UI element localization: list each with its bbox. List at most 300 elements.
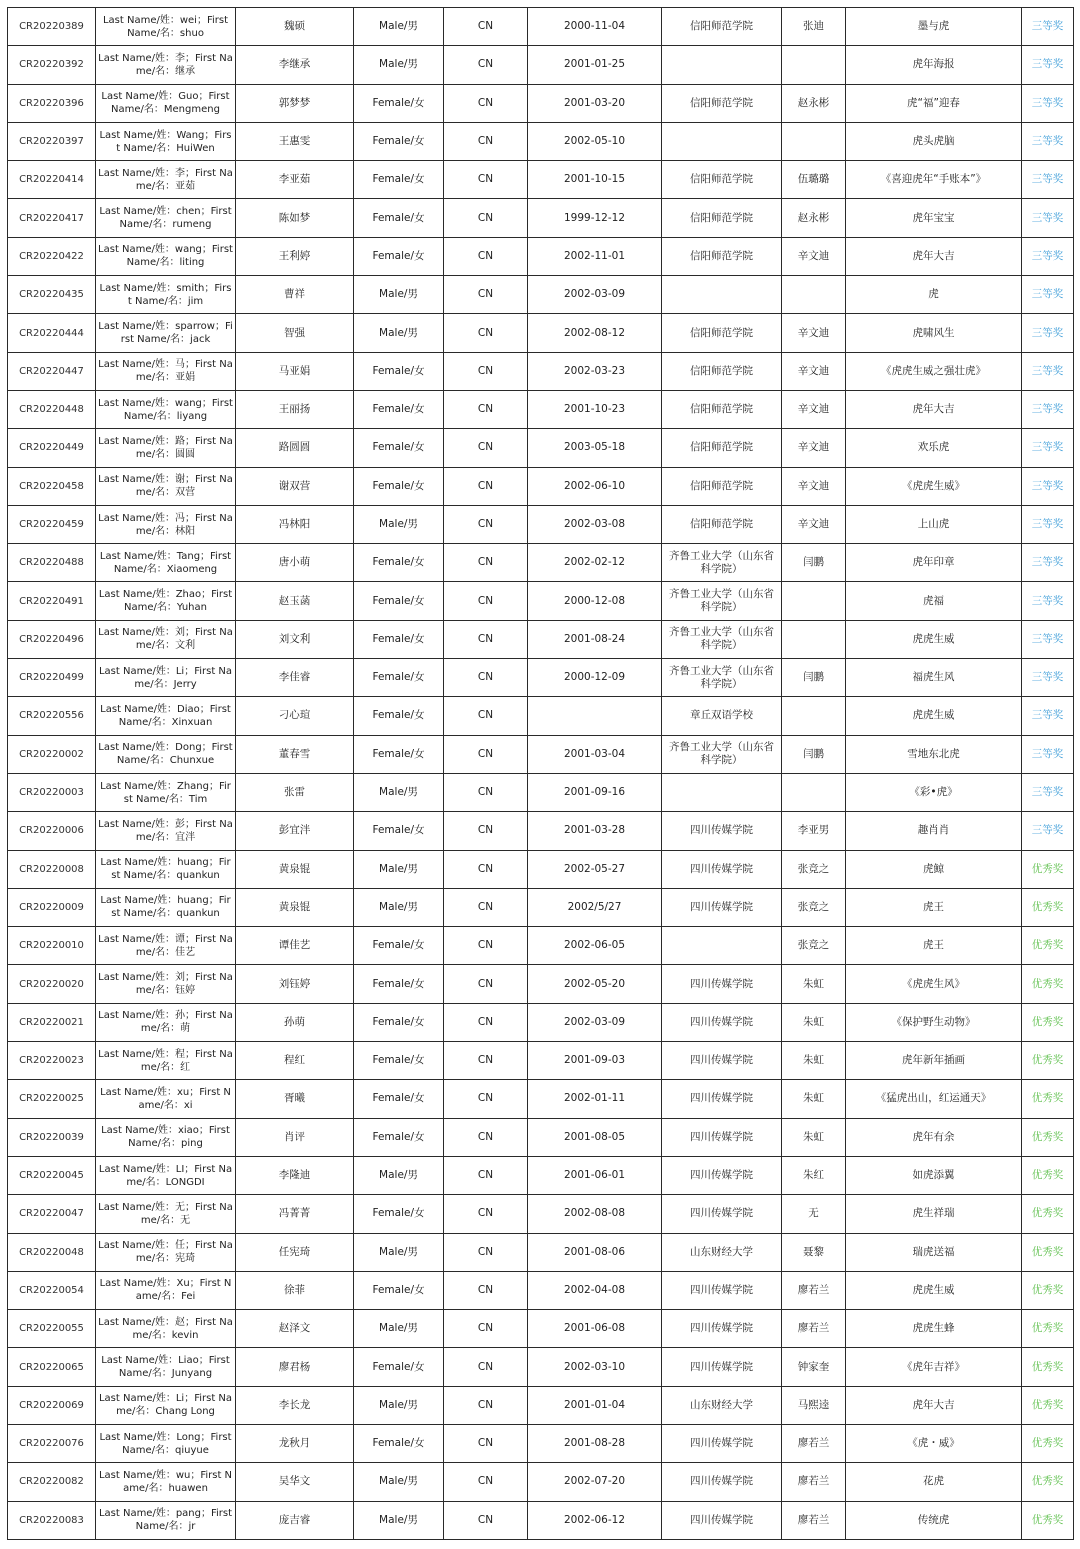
work-title-cell: 虎虎生威 bbox=[846, 1271, 1022, 1309]
country-cell: CN bbox=[444, 582, 528, 620]
school-cell: 齐鲁工业大学（山东省科学院） bbox=[662, 659, 782, 697]
english-name-cell: Last Name/姓：赵；First Name/名：kevin bbox=[96, 1310, 236, 1348]
chinese-name-cell: 马亚娟 bbox=[236, 352, 354, 390]
country-cell: CN bbox=[444, 1003, 528, 1041]
table-row bbox=[8, 1195, 1074, 1233]
english-name-cell: Last Name/姓：xiao；First Name/名：ping bbox=[96, 1118, 236, 1156]
award-cell: 三等奖 bbox=[1022, 199, 1074, 237]
country-cell: CN bbox=[444, 390, 528, 428]
chinese-name-cell: 李佳睿 bbox=[236, 659, 354, 697]
table-row bbox=[8, 1233, 1074, 1271]
chinese-name-cell: 彭宜泮 bbox=[236, 812, 354, 850]
entry-id-cell: CR20220008 bbox=[8, 850, 96, 888]
gender-cell: Female/女 bbox=[354, 735, 444, 773]
gender-cell: Female/女 bbox=[354, 812, 444, 850]
country-cell: CN bbox=[444, 620, 528, 658]
english-name-cell: Last Name/姓：孙；First Name/名：萌 bbox=[96, 1003, 236, 1041]
school-cell: 四川传媒学院 bbox=[662, 1424, 782, 1462]
school-cell: 信阳师范学院 bbox=[662, 161, 782, 199]
english-name-cell: Last Name/姓：Guo；First Name/名：Mengmeng bbox=[96, 84, 236, 122]
gender-cell: Male/男 bbox=[354, 8, 444, 46]
work-title-cell: 趣肖肖 bbox=[846, 812, 1022, 850]
work-title-cell: 瑞虎送福 bbox=[846, 1233, 1022, 1271]
chinese-name-cell: 龙秋月 bbox=[236, 1424, 354, 1462]
country-cell: CN bbox=[444, 1463, 528, 1501]
table-row bbox=[8, 467, 1074, 505]
country-cell: CN bbox=[444, 1080, 528, 1118]
teacher-cell bbox=[782, 582, 846, 620]
english-name-cell: Last Name/姓：李；First Name/名：亚茹 bbox=[96, 161, 236, 199]
work-title-cell: 上山虎 bbox=[846, 505, 1022, 543]
english-name-cell: Last Name/姓：chen；First Name/名：rumeng bbox=[96, 199, 236, 237]
work-title-cell: 虎鲸 bbox=[846, 850, 1022, 888]
birth-date-cell bbox=[528, 697, 662, 735]
work-title-cell: 虎头虎脑 bbox=[846, 122, 1022, 160]
teacher-cell: 闫鹏 bbox=[782, 659, 846, 697]
school-cell: 四川传媒学院 bbox=[662, 965, 782, 1003]
school-cell: 四川传媒学院 bbox=[662, 1003, 782, 1041]
birth-date-cell: 2001-06-01 bbox=[528, 1156, 662, 1194]
work-title-cell: 《猛虎出山，红运通天》 bbox=[846, 1080, 1022, 1118]
school-cell bbox=[662, 122, 782, 160]
gender-cell: Female/女 bbox=[354, 582, 444, 620]
school-cell: 四川传媒学院 bbox=[662, 850, 782, 888]
chinese-name-cell: 吴华文 bbox=[236, 1463, 354, 1501]
table-row bbox=[8, 544, 1074, 582]
teacher-cell: 聂黎 bbox=[782, 1233, 846, 1271]
birth-date-cell: 2001-10-23 bbox=[528, 390, 662, 428]
table-row bbox=[8, 620, 1074, 658]
work-title-cell: 虎年大吉 bbox=[846, 390, 1022, 428]
english-name-cell: Last Name/姓：Wang；First Name/名：HuiWen bbox=[96, 122, 236, 160]
work-title-cell: 虎年大吉 bbox=[846, 237, 1022, 275]
english-name-cell: Last Name/姓：wu；First Name/名：huawen bbox=[96, 1463, 236, 1501]
chinese-name-cell: 徐菲 bbox=[236, 1271, 354, 1309]
award-cell: 三等奖 bbox=[1022, 429, 1074, 467]
school-cell: 四川传媒学院 bbox=[662, 888, 782, 926]
table-row bbox=[8, 927, 1074, 965]
table-row bbox=[8, 46, 1074, 84]
teacher-cell: 伍璐璐 bbox=[782, 161, 846, 199]
award-cell: 优秀奖 bbox=[1022, 1386, 1074, 1424]
table-row bbox=[8, 390, 1074, 428]
table-row bbox=[8, 1042, 1074, 1080]
english-name-cell: Last Name/姓：wang；First Name/名：liting bbox=[96, 237, 236, 275]
award-results-table bbox=[7, 7, 1074, 1540]
entry-id-cell: CR20220021 bbox=[8, 1003, 96, 1041]
school-cell: 四川传媒学院 bbox=[662, 1501, 782, 1539]
gender-cell: Female/女 bbox=[354, 84, 444, 122]
english-name-cell: Last Name/姓：Zhao；First Name/名：Yuhan bbox=[96, 582, 236, 620]
english-name-cell: Last Name/姓：wei；First Name/名：shuo bbox=[96, 8, 236, 46]
chinese-name-cell: 刁心瑄 bbox=[236, 697, 354, 735]
english-name-cell: Last Name/姓：路；First Name/名：圆圆 bbox=[96, 429, 236, 467]
teacher-cell: 朱虹 bbox=[782, 1042, 846, 1080]
school-cell: 章丘双语学校 bbox=[662, 697, 782, 735]
award-cell: 三等奖 bbox=[1022, 773, 1074, 811]
award-cell: 优秀奖 bbox=[1022, 1003, 1074, 1041]
work-title-cell: 虎年印章 bbox=[846, 544, 1022, 582]
award-cell: 优秀奖 bbox=[1022, 1156, 1074, 1194]
english-name-cell: Last Name/姓：无；First Name/名：无 bbox=[96, 1195, 236, 1233]
award-cell: 优秀奖 bbox=[1022, 1118, 1074, 1156]
birth-date-cell: 2001-09-16 bbox=[528, 773, 662, 811]
chinese-name-cell: 王丽扬 bbox=[236, 390, 354, 428]
award-cell: 三等奖 bbox=[1022, 467, 1074, 505]
gender-cell: Female/女 bbox=[354, 697, 444, 735]
chinese-name-cell: 路圆圆 bbox=[236, 429, 354, 467]
entry-id-cell: CR20220002 bbox=[8, 735, 96, 773]
birth-date-cell: 2002-08-12 bbox=[528, 314, 662, 352]
chinese-name-cell: 冯林阳 bbox=[236, 505, 354, 543]
entry-id-cell: CR20220065 bbox=[8, 1348, 96, 1386]
work-title-cell: 《彩•虎》 bbox=[846, 773, 1022, 811]
award-cell: 三等奖 bbox=[1022, 122, 1074, 160]
chinese-name-cell: 刘文利 bbox=[236, 620, 354, 658]
chinese-name-cell: 李隆迪 bbox=[236, 1156, 354, 1194]
award-cell: 三等奖 bbox=[1022, 161, 1074, 199]
entry-id-cell: CR20220047 bbox=[8, 1195, 96, 1233]
school-cell: 信阳师范学院 bbox=[662, 505, 782, 543]
table-row bbox=[8, 735, 1074, 773]
table-row bbox=[8, 1348, 1074, 1386]
country-cell: CN bbox=[444, 122, 528, 160]
gender-cell: Female/女 bbox=[354, 467, 444, 505]
birth-date-cell: 2002-03-10 bbox=[528, 1348, 662, 1386]
work-title-cell: 《虎・威》 bbox=[846, 1424, 1022, 1462]
teacher-cell: 张迪 bbox=[782, 8, 846, 46]
gender-cell: Male/男 bbox=[354, 850, 444, 888]
teacher-cell: 闫鹏 bbox=[782, 735, 846, 773]
work-title-cell: 虎王 bbox=[846, 888, 1022, 926]
english-name-cell: Last Name/姓：Li；First Name/名：Chang Long bbox=[96, 1386, 236, 1424]
award-cell: 三等奖 bbox=[1022, 582, 1074, 620]
birth-date-cell: 2002-07-20 bbox=[528, 1463, 662, 1501]
english-name-cell: Last Name/姓：谢；First Name/名：双营 bbox=[96, 467, 236, 505]
work-title-cell: 花虎 bbox=[846, 1463, 1022, 1501]
entry-id-cell: CR20220009 bbox=[8, 888, 96, 926]
award-cell: 优秀奖 bbox=[1022, 1080, 1074, 1118]
table-row bbox=[8, 314, 1074, 352]
gender-cell: Female/女 bbox=[354, 544, 444, 582]
school-cell bbox=[662, 276, 782, 314]
teacher-cell: 无 bbox=[782, 1195, 846, 1233]
english-name-cell: Last Name/姓：Dong；First Name/名：Chunxue bbox=[96, 735, 236, 773]
chinese-name-cell: 黄泉锟 bbox=[236, 850, 354, 888]
table-row bbox=[8, 84, 1074, 122]
gender-cell: Male/男 bbox=[354, 1463, 444, 1501]
chinese-name-cell: 陈如梦 bbox=[236, 199, 354, 237]
results-sheet bbox=[7, 7, 1074, 1540]
table-row bbox=[8, 1386, 1074, 1424]
chinese-name-cell: 孙萌 bbox=[236, 1003, 354, 1041]
country-cell: CN bbox=[444, 237, 528, 275]
table-row bbox=[8, 161, 1074, 199]
gender-cell: Female/女 bbox=[354, 237, 444, 275]
work-title-cell: 虎福 bbox=[846, 582, 1022, 620]
entry-id-cell: CR20220069 bbox=[8, 1386, 96, 1424]
work-title-cell: 墨与虎 bbox=[846, 8, 1022, 46]
country-cell: CN bbox=[444, 1118, 528, 1156]
table-row bbox=[8, 812, 1074, 850]
country-cell: CN bbox=[444, 84, 528, 122]
entry-id-cell: CR20220025 bbox=[8, 1080, 96, 1118]
entry-id-cell: CR20220448 bbox=[8, 390, 96, 428]
table-row bbox=[8, 237, 1074, 275]
teacher-cell bbox=[782, 276, 846, 314]
award-cell: 三等奖 bbox=[1022, 697, 1074, 735]
school-cell: 四川传媒学院 bbox=[662, 1156, 782, 1194]
country-cell: CN bbox=[444, 352, 528, 390]
school-cell: 山东财经大学 bbox=[662, 1233, 782, 1271]
entry-id-cell: CR20220006 bbox=[8, 812, 96, 850]
country-cell: CN bbox=[444, 773, 528, 811]
school-cell: 四川传媒学院 bbox=[662, 812, 782, 850]
table-row bbox=[8, 352, 1074, 390]
work-title-cell: 虎年海报 bbox=[846, 46, 1022, 84]
country-cell: CN bbox=[444, 429, 528, 467]
work-title-cell: 如虎添翼 bbox=[846, 1156, 1022, 1194]
gender-cell: Male/男 bbox=[354, 1501, 444, 1539]
entry-id-cell: CR20220447 bbox=[8, 352, 96, 390]
birth-date-cell: 2002-05-10 bbox=[528, 122, 662, 160]
work-title-cell: 《虎年吉祥》 bbox=[846, 1348, 1022, 1386]
entry-id-cell: CR20220055 bbox=[8, 1310, 96, 1348]
birth-date-cell: 2000-12-08 bbox=[528, 582, 662, 620]
chinese-name-cell: 魏硕 bbox=[236, 8, 354, 46]
chinese-name-cell: 庞吉睿 bbox=[236, 1501, 354, 1539]
gender-cell: Male/男 bbox=[354, 276, 444, 314]
teacher-cell: 朱红 bbox=[782, 1156, 846, 1194]
entry-id-cell: CR20220020 bbox=[8, 965, 96, 1003]
school-cell bbox=[662, 773, 782, 811]
entry-id-cell: CR20220496 bbox=[8, 620, 96, 658]
table-row bbox=[8, 8, 1074, 46]
teacher-cell: 廖若兰 bbox=[782, 1271, 846, 1309]
teacher-cell: 廖若兰 bbox=[782, 1501, 846, 1539]
table-row bbox=[8, 505, 1074, 543]
school-cell: 信阳师范学院 bbox=[662, 429, 782, 467]
work-title-cell: 虎年宝宝 bbox=[846, 199, 1022, 237]
entry-id-cell: CR20220397 bbox=[8, 122, 96, 160]
gender-cell: Female/女 bbox=[354, 161, 444, 199]
work-title-cell: 虎啸风生 bbox=[846, 314, 1022, 352]
teacher-cell: 朱虹 bbox=[782, 1118, 846, 1156]
teacher-cell: 闫鹏 bbox=[782, 544, 846, 582]
award-cell: 优秀奖 bbox=[1022, 888, 1074, 926]
country-cell: CN bbox=[444, 735, 528, 773]
school-cell: 四川传媒学院 bbox=[662, 1118, 782, 1156]
teacher-cell bbox=[782, 620, 846, 658]
entry-id-cell: CR20220414 bbox=[8, 161, 96, 199]
teacher-cell: 张竞之 bbox=[782, 888, 846, 926]
table-row bbox=[8, 850, 1074, 888]
award-cell: 优秀奖 bbox=[1022, 1042, 1074, 1080]
teacher-cell: 朱虹 bbox=[782, 1003, 846, 1041]
table-row bbox=[8, 429, 1074, 467]
gender-cell: Female/女 bbox=[354, 122, 444, 160]
english-name-cell: Last Name/姓：Liao；First Name/名：Junyang bbox=[96, 1348, 236, 1386]
table-row bbox=[8, 1080, 1074, 1118]
teacher-cell: 赵永彬 bbox=[782, 199, 846, 237]
award-cell: 优秀奖 bbox=[1022, 1424, 1074, 1462]
english-name-cell: Last Name/姓：huang；First Name/名：quankun bbox=[96, 888, 236, 926]
award-cell: 三等奖 bbox=[1022, 237, 1074, 275]
country-cell: CN bbox=[444, 659, 528, 697]
teacher-cell bbox=[782, 697, 846, 735]
entry-id-cell: CR20220444 bbox=[8, 314, 96, 352]
school-cell: 齐鲁工业大学（山东省科学院） bbox=[662, 620, 782, 658]
award-cell: 三等奖 bbox=[1022, 314, 1074, 352]
table-row bbox=[8, 697, 1074, 735]
country-cell: CN bbox=[444, 965, 528, 1003]
chinese-name-cell: 谢双营 bbox=[236, 467, 354, 505]
country-cell: CN bbox=[444, 812, 528, 850]
school-cell: 信阳师范学院 bbox=[662, 237, 782, 275]
award-cell: 三等奖 bbox=[1022, 8, 1074, 46]
chinese-name-cell: 程红 bbox=[236, 1042, 354, 1080]
work-title-cell: 虎虎生蜂 bbox=[846, 1310, 1022, 1348]
work-title-cell: 虎年有余 bbox=[846, 1118, 1022, 1156]
birth-date-cell: 2001-09-03 bbox=[528, 1042, 662, 1080]
award-cell: 三等奖 bbox=[1022, 390, 1074, 428]
english-name-cell: Last Name/姓：彭；First Name/名：宜泮 bbox=[96, 812, 236, 850]
english-name-cell: Last Name/姓：huang；First Name/名：quankun bbox=[96, 850, 236, 888]
entry-id-cell: CR20220392 bbox=[8, 46, 96, 84]
country-cell: CN bbox=[444, 1195, 528, 1233]
birth-date-cell: 2001-08-06 bbox=[528, 1233, 662, 1271]
work-title-cell: 虎年大吉 bbox=[846, 1386, 1022, 1424]
country-cell: CN bbox=[444, 1501, 528, 1539]
teacher-cell: 马熙逵 bbox=[782, 1386, 846, 1424]
chinese-name-cell: 李长龙 bbox=[236, 1386, 354, 1424]
country-cell: CN bbox=[444, 544, 528, 582]
country-cell: CN bbox=[444, 161, 528, 199]
school-cell: 信阳师范学院 bbox=[662, 8, 782, 46]
school-cell: 信阳师范学院 bbox=[662, 199, 782, 237]
birth-date-cell: 2002-01-11 bbox=[528, 1080, 662, 1118]
gender-cell: Female/女 bbox=[354, 965, 444, 1003]
entry-id-cell: CR20220389 bbox=[8, 8, 96, 46]
school-cell: 信阳师范学院 bbox=[662, 352, 782, 390]
teacher-cell: 辛文迪 bbox=[782, 314, 846, 352]
country-cell: CN bbox=[444, 1156, 528, 1194]
gender-cell: Female/女 bbox=[354, 1042, 444, 1080]
award-cell: 三等奖 bbox=[1022, 812, 1074, 850]
award-cell: 三等奖 bbox=[1022, 505, 1074, 543]
country-cell: CN bbox=[444, 927, 528, 965]
english-name-cell: Last Name/姓：sparrow；First Name/名：jack bbox=[96, 314, 236, 352]
english-name-cell: Last Name/姓：任；First Name/名：宪琦 bbox=[96, 1233, 236, 1271]
work-title-cell: 虎“福”迎春 bbox=[846, 84, 1022, 122]
award-cell: 优秀奖 bbox=[1022, 1271, 1074, 1309]
gender-cell: Female/女 bbox=[354, 659, 444, 697]
english-name-cell: Last Name/姓：xu；First Name/名：xi bbox=[96, 1080, 236, 1118]
teacher-cell: 张竞之 bbox=[782, 927, 846, 965]
table-row bbox=[8, 1271, 1074, 1309]
chinese-name-cell: 赵玉菡 bbox=[236, 582, 354, 620]
teacher-cell: 廖若兰 bbox=[782, 1424, 846, 1462]
school-cell: 四川传媒学院 bbox=[662, 1463, 782, 1501]
gender-cell: Female/女 bbox=[354, 1271, 444, 1309]
entry-id-cell: CR20220039 bbox=[8, 1118, 96, 1156]
gender-cell: Female/女 bbox=[354, 1195, 444, 1233]
chinese-name-cell: 李亚茹 bbox=[236, 161, 354, 199]
gender-cell: Male/男 bbox=[354, 314, 444, 352]
birth-date-cell: 2002-06-05 bbox=[528, 927, 662, 965]
english-name-cell: Last Name/姓：Zhang；First Name/名：Tim bbox=[96, 773, 236, 811]
school-cell: 信阳师范学院 bbox=[662, 467, 782, 505]
english-name-cell: Last Name/姓：冯；First Name/名：林阳 bbox=[96, 505, 236, 543]
table-row bbox=[8, 773, 1074, 811]
birth-date-cell: 2001-01-25 bbox=[528, 46, 662, 84]
chinese-name-cell: 胥曦 bbox=[236, 1080, 354, 1118]
teacher-cell: 钟家奎 bbox=[782, 1348, 846, 1386]
entry-id-cell: CR20220488 bbox=[8, 544, 96, 582]
english-name-cell: Last Name/姓：李；First Name/名：继承 bbox=[96, 46, 236, 84]
table-row bbox=[8, 1424, 1074, 1462]
chinese-name-cell: 赵泽文 bbox=[236, 1310, 354, 1348]
award-cell: 优秀奖 bbox=[1022, 1195, 1074, 1233]
school-cell: 信阳师范学院 bbox=[662, 84, 782, 122]
table-row bbox=[8, 199, 1074, 237]
gender-cell: Male/男 bbox=[354, 1310, 444, 1348]
entry-id-cell: CR20220422 bbox=[8, 237, 96, 275]
work-title-cell: 《保护野生动物》 bbox=[846, 1003, 1022, 1041]
award-cell: 优秀奖 bbox=[1022, 927, 1074, 965]
country-cell: CN bbox=[444, 888, 528, 926]
school-cell: 四川传媒学院 bbox=[662, 1195, 782, 1233]
school-cell: 四川传媒学院 bbox=[662, 1271, 782, 1309]
chinese-name-cell: 肖评 bbox=[236, 1118, 354, 1156]
teacher-cell: 廖若兰 bbox=[782, 1463, 846, 1501]
teacher-cell bbox=[782, 773, 846, 811]
school-cell: 信阳师范学院 bbox=[662, 390, 782, 428]
gender-cell: Male/男 bbox=[354, 1233, 444, 1271]
award-cell: 三等奖 bbox=[1022, 46, 1074, 84]
country-cell: CN bbox=[444, 850, 528, 888]
birth-date-cell: 2002-08-08 bbox=[528, 1195, 662, 1233]
award-cell: 三等奖 bbox=[1022, 620, 1074, 658]
gender-cell: Male/男 bbox=[354, 773, 444, 811]
work-title-cell: 欢乐虎 bbox=[846, 429, 1022, 467]
gender-cell: Male/男 bbox=[354, 46, 444, 84]
teacher-cell: 张竞之 bbox=[782, 850, 846, 888]
entry-id-cell: CR20220449 bbox=[8, 429, 96, 467]
work-title-cell: 虎王 bbox=[846, 927, 1022, 965]
award-cell: 三等奖 bbox=[1022, 544, 1074, 582]
english-name-cell: Last Name/姓：程；First Name/名：红 bbox=[96, 1042, 236, 1080]
entry-id-cell: CR20220499 bbox=[8, 659, 96, 697]
chinese-name-cell: 智强 bbox=[236, 314, 354, 352]
teacher-cell: 辛文迪 bbox=[782, 237, 846, 275]
english-name-cell: Last Name/姓：马；First Name/名：亚娟 bbox=[96, 352, 236, 390]
country-cell: CN bbox=[444, 46, 528, 84]
work-title-cell: 传统虎 bbox=[846, 1501, 1022, 1539]
entry-id-cell: CR20220054 bbox=[8, 1271, 96, 1309]
gender-cell: Male/男 bbox=[354, 1156, 444, 1194]
chinese-name-cell: 黄泉锟 bbox=[236, 888, 354, 926]
english-name-cell: Last Name/姓：Li；First Name/名：Jerry bbox=[96, 659, 236, 697]
chinese-name-cell: 李继承 bbox=[236, 46, 354, 84]
work-title-cell: 《喜迎虎年“手账本”》 bbox=[846, 161, 1022, 199]
gender-cell: Female/女 bbox=[354, 620, 444, 658]
gender-cell: Female/女 bbox=[354, 1080, 444, 1118]
entry-id-cell: CR20220076 bbox=[8, 1424, 96, 1462]
birth-date-cell: 2002-05-27 bbox=[528, 850, 662, 888]
work-title-cell: 虎虎生威 bbox=[846, 697, 1022, 735]
english-name-cell: Last Name/姓：pang；First Name/名：jr bbox=[96, 1501, 236, 1539]
